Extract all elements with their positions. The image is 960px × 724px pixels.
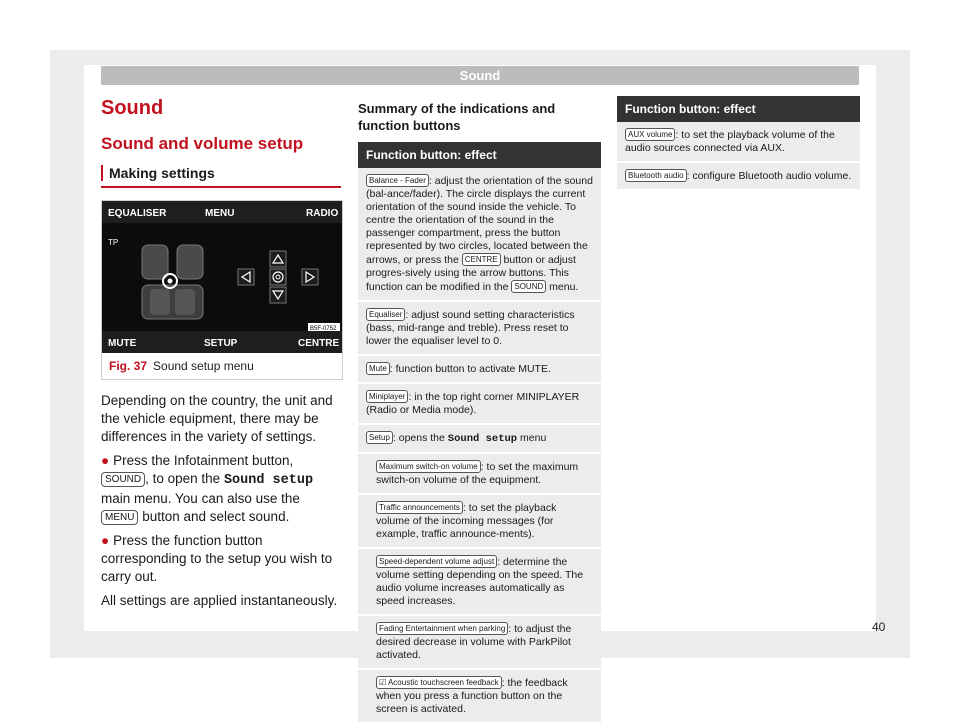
sound-setup-menu-name: Sound setup <box>223 473 314 488</box>
left-body <box>101 392 341 610</box>
bullet-icon: ● <box>101 453 110 468</box>
acoustic-feedback-key: ☑ Acoustic touchscreen feedback <box>376 676 502 689</box>
table-row: Setup : opens the Sound setup menu <box>358 425 601 454</box>
table-header: Function button: effect <box>358 142 601 168</box>
table-row: Equaliser : adjust sound setting characteristics (bass, mid-range and treble). Press reset to lower the equaliser level to 0. <box>358 302 601 356</box>
bullet-item-2: ● Press the function button corresponding to the setup you wish to carry out. <box>101 533 333 584</box>
figure-label: Fig. 37 <box>109 359 148 373</box>
centre-key: CENTRE <box>462 253 501 266</box>
function-button-table <box>358 142 601 724</box>
balance-fader-key: Balance - Fader <box>366 174 429 187</box>
left-column <box>101 96 341 616</box>
screen-top-menu: MENU <box>205 208 235 219</box>
screen-tp-label: TP <box>108 238 119 247</box>
table-header: Function button: effect <box>617 96 860 122</box>
chapter-title: Sound <box>101 97 164 119</box>
mute-key: Mute <box>366 362 390 375</box>
max-switch-on-volume-key: Maximum switch-on volume <box>376 460 481 473</box>
closing-paragraph: All settings are applied instantaneously. <box>101 593 338 608</box>
section-marker <box>101 165 103 181</box>
function-button-table-continued <box>617 96 860 191</box>
traffic-announcements-key: Traffic announcements <box>376 501 463 514</box>
table-row: Miniplayer : in the top right corner MINIPLAYER (Radio or Media mode). <box>358 384 601 425</box>
table-row: Mute : function button to activate MUTE. <box>358 356 601 384</box>
screen-top-equaliser: EQUALISER <box>108 208 167 219</box>
infotainment-screen-image <box>102 201 342 353</box>
setup-key: Setup <box>366 431 393 444</box>
middle-column <box>358 96 601 724</box>
figure-sound-setup <box>101 200 343 380</box>
table-row: Speed-dependent volume adjust : determine the volume setting depending on the speed. The audio volume increases automatically as speed increases. <box>358 549 601 616</box>
table-row: AUX volume : to set the playback volume of the audio sources connected via AUX. <box>617 122 860 163</box>
table-row: ☑ Acoustic touchscreen feedback : the feedback when you press a function button on the screen is activated. <box>358 670 601 724</box>
page-number: 40 <box>872 620 886 634</box>
table-row: Fading Entertainment when parking : to adjust the desired decrease in volume with ParkPilot activated. <box>358 616 601 670</box>
screen-bottom-mute: MUTE <box>108 338 137 349</box>
subchapter-title: Sound and volume setup <box>101 134 304 153</box>
figure-caption <box>102 353 342 379</box>
fading-entertainment-key: Fading Entertainment when parking <box>376 622 508 635</box>
table-row: Maximum switch-on volume : to set the maximum switch-on volume of the equipment. <box>358 454 601 495</box>
sound-key: SOUND <box>511 280 546 293</box>
section-heading: Making settings <box>101 164 341 188</box>
table-row: Balance - Fader : adjust the orientation of the sound (bal-ance/fader). The circle displays the current orientation of the sound inside the vehicle. To centre the orientation of the sound in the passenger compartment, press the button represented by two circles, located between the arrows, or press the CENTRE button or adjust progres-sively using the arrow buttons. This function can be modified in the SOUND menu. <box>358 168 601 302</box>
menu-key: MENU <box>101 510 138 525</box>
right-column <box>617 96 860 191</box>
screen-bottom-centre: CENTRE <box>298 338 340 349</box>
aux-volume-key: AUX volume <box>625 128 675 141</box>
screen-bottom-setup: SETUP <box>204 338 238 349</box>
figure-code: B5F-0752 <box>310 326 337 332</box>
table-row: Bluetooth audio : configure Bluetooth audio volume. <box>617 163 860 191</box>
figure-caption-text: Sound setup menu <box>153 359 254 373</box>
table-row: Traffic announcements : to set the playback volume of the incoming messages (for example, traffic announce-ments). <box>358 495 601 549</box>
speed-dependent-volume-key: Speed-dependent volume adjust <box>376 555 497 568</box>
miniplayer-key: Miniplayer <box>366 390 408 403</box>
equaliser-key: Equaliser <box>366 308 405 321</box>
bullet-item-1: ● Press the Infotainment button, SOUND , to open the Sound setup main menu. You can also use the MENU button and select sound. <box>101 453 314 524</box>
intro-paragraph: Depending on the country, the unit and the vehicle equipment, there may be differences in the variety of settings. <box>101 393 333 444</box>
bullet-icon: ● <box>101 533 110 548</box>
summary-title: Summary of the indications and function buttons <box>358 101 556 133</box>
sound-setup-menu-name: Sound setup <box>447 433 518 445</box>
screen-top-radio: RADIO <box>306 208 339 219</box>
sound-key: SOUND <box>101 472 145 487</box>
bluetooth-audio-key: Bluetooth audio <box>625 169 687 182</box>
running-header: Sound <box>101 66 859 85</box>
